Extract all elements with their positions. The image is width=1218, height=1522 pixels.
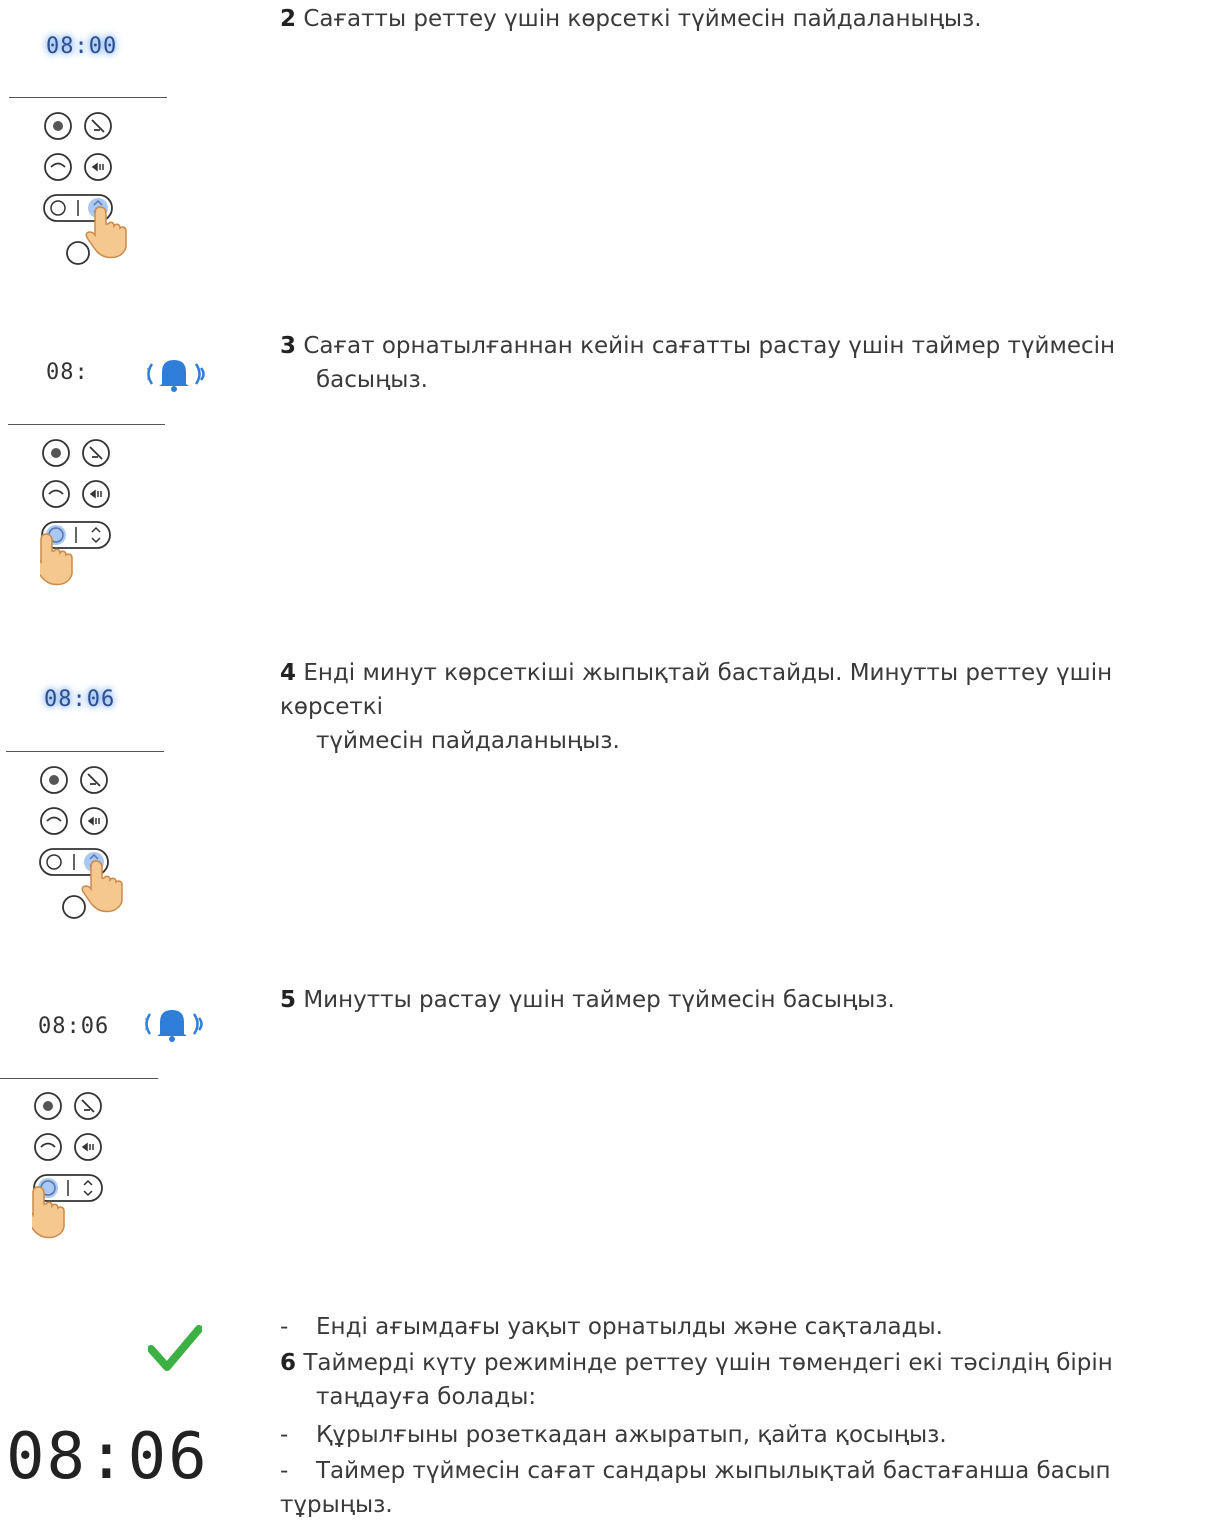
step-label: Сағат орнатылғаннан кейін сағатты растау үшін таймер түймесін [303, 333, 1116, 359]
step-label-continued: басыңыз. [316, 367, 428, 393]
divider [8, 424, 165, 425]
control-panel-step4 [38, 764, 158, 924]
step-number: 5 [280, 987, 297, 1013]
divider [9, 97, 167, 98]
clock-display-step5: 08:06 [38, 1014, 110, 1039]
big-clock-display: 08:06 [6, 1420, 209, 1494]
check-icon [148, 1325, 202, 1373]
step-label: Сағатты реттеу үшін көрсеткі түймесін пайдаланыңыз. [303, 6, 982, 32]
bell-icon [147, 354, 209, 396]
clock-display-step2: 08:00 [46, 34, 118, 59]
step-number: 2 [280, 6, 297, 32]
step-label: Таймерді күту режимінде реттеу үшін төмендегі екі тәсілдің бірін [303, 1350, 1113, 1376]
step-4-text [280, 656, 1218, 758]
control-panel-step3 [40, 437, 160, 602]
clock-display-step3: 08: [46, 360, 89, 385]
step-3-text [280, 329, 1115, 397]
clock-display-step4: 08:06 [44, 687, 116, 712]
step-6-text [280, 1346, 1113, 1414]
step-number: 4 [280, 660, 297, 686]
step-label-continued: түймесін пайдаланыңыз. [316, 728, 620, 754]
bullet-hold-timer: - Таймер түймесін сағат сандары жыпылықтай бастағанша басып тұрыңыз. [280, 1458, 1111, 1518]
control-panel-step5 [32, 1090, 152, 1255]
step-label-continued: таңдауға болады: [316, 1384, 537, 1410]
step-number: 6 [280, 1350, 297, 1376]
divider [6, 751, 164, 752]
step-5-text [280, 983, 895, 1017]
divider [0, 1078, 158, 1079]
step-2-text [280, 2, 982, 36]
bell-icon [145, 1004, 207, 1046]
step-label: Минутты растау үшін таймер түймесін басыңыз. [303, 987, 895, 1013]
bullet-unplug: - Құрылғыны розеткадан ажыратып, қайта қосыңыз. [280, 1422, 947, 1448]
bullet-current-time-set: - Енді ағымдағы уақыт орнатылды және сақталады. [280, 1314, 943, 1340]
control-panel-step2 [42, 110, 162, 270]
step-number: 3 [280, 333, 297, 359]
step-label: Енді минут көрсеткіші жыпықтай бастайды. Минутты реттеу үшін көрсеткі [280, 660, 1113, 720]
